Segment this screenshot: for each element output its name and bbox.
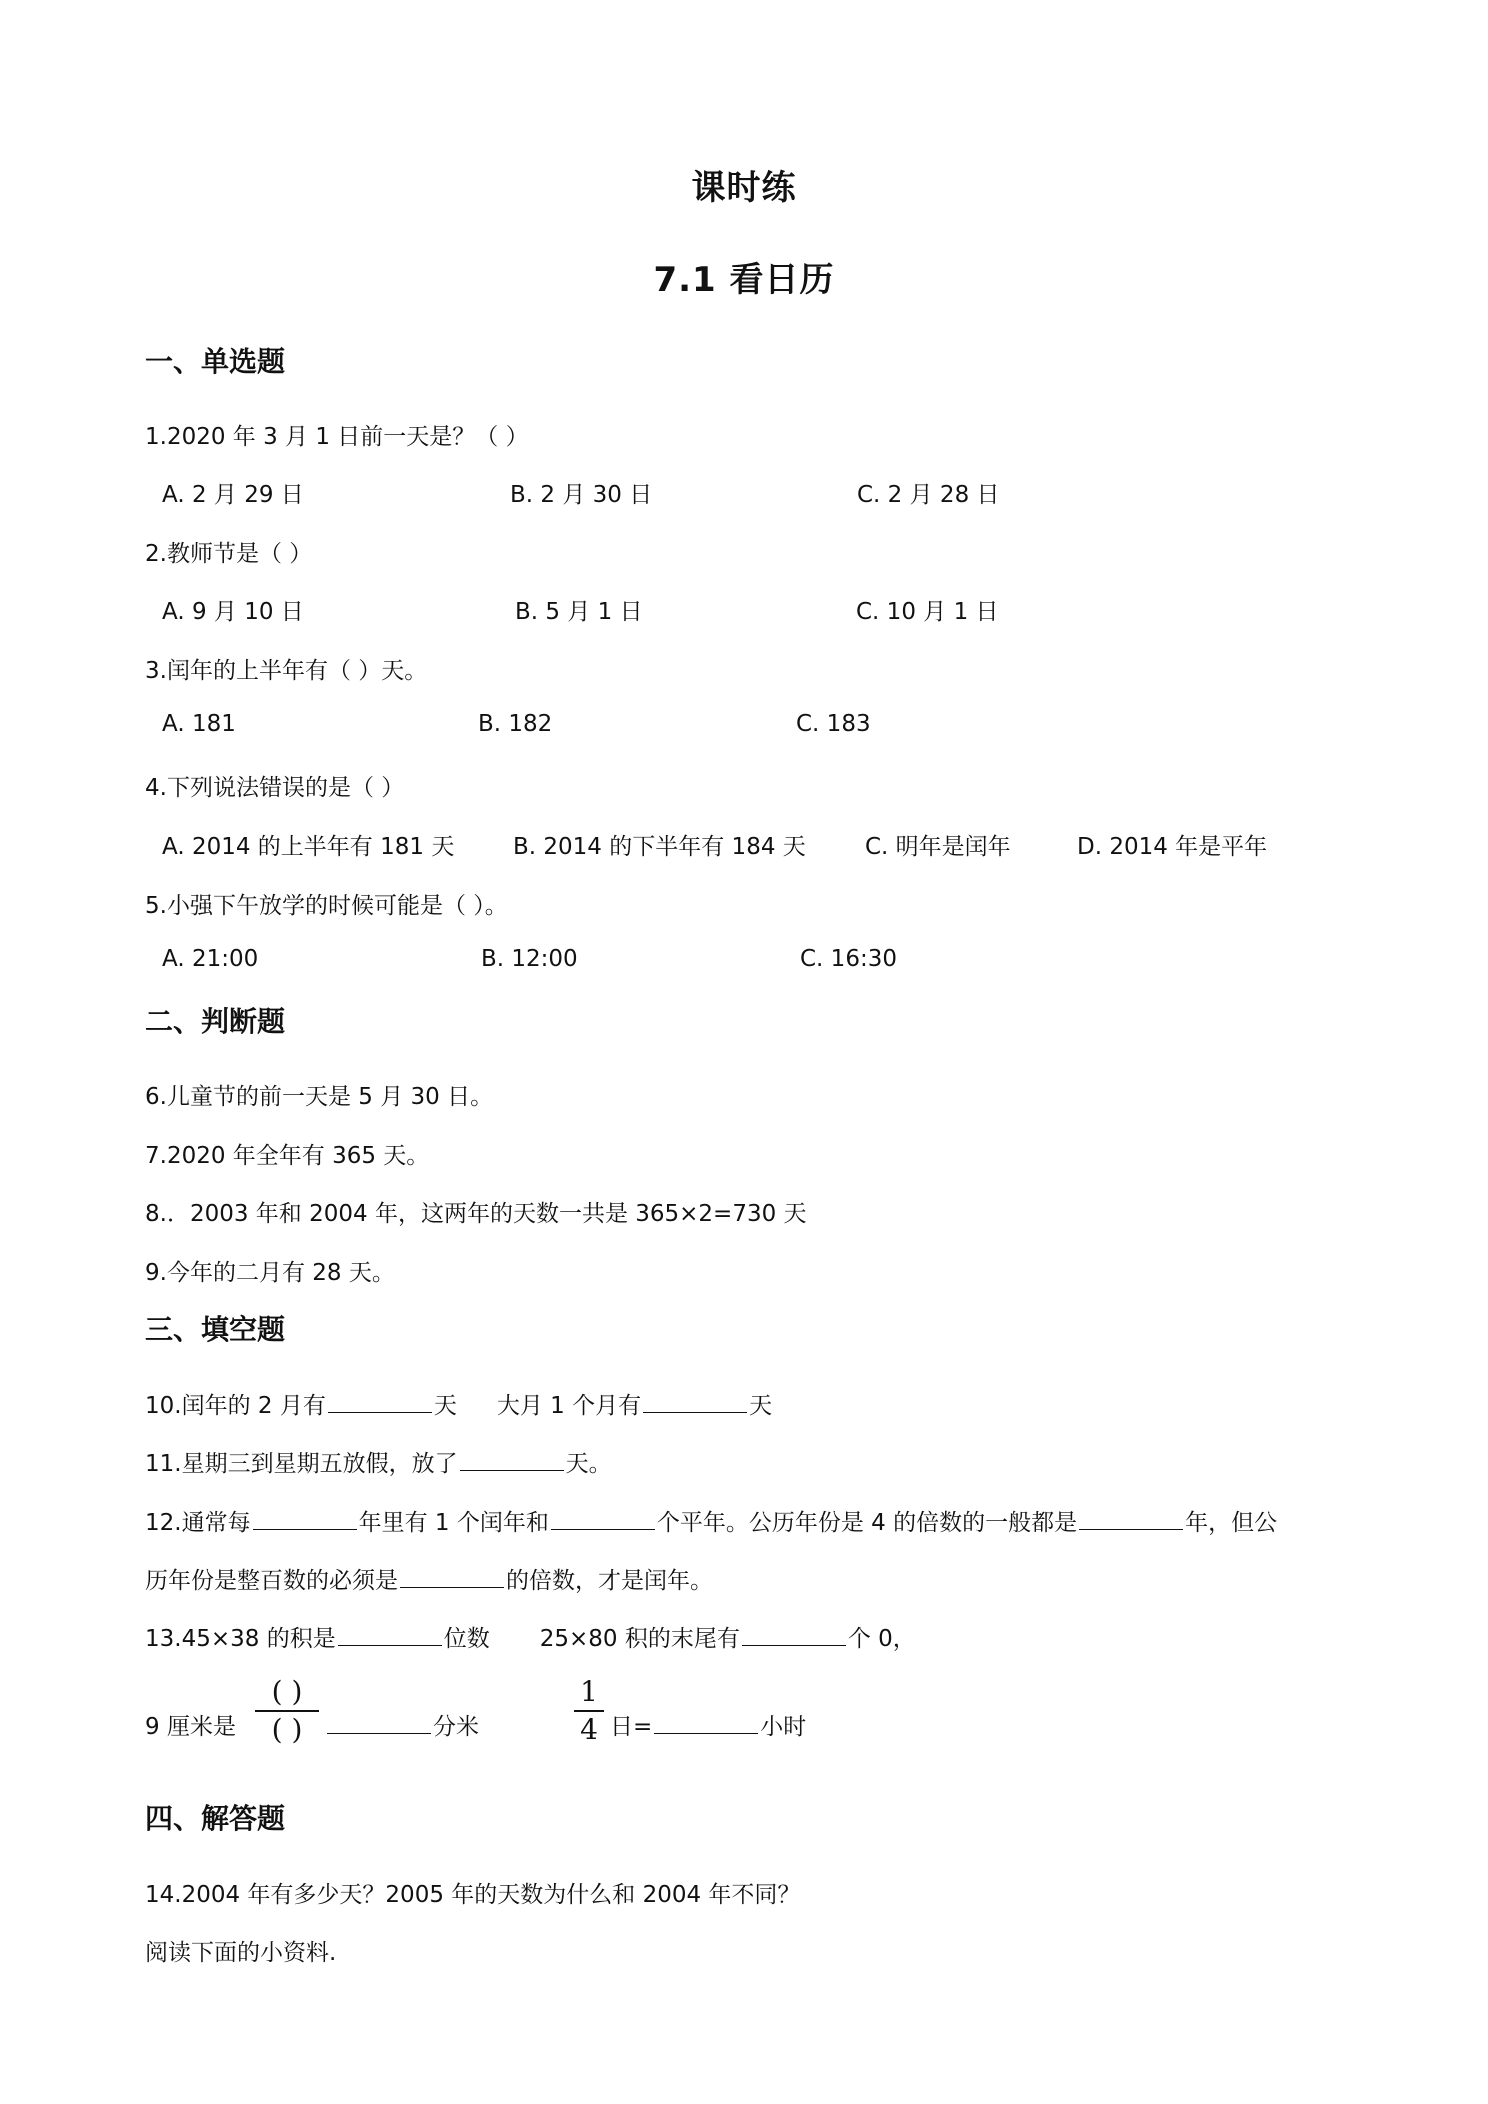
question-4-option-b: B. 2014 的下半年有 184 天 [513,834,806,860]
section-heading-word-problems: 四、解答题 [145,1802,286,1835]
answer-blank[interactable] [643,1392,747,1413]
question-1-option-b: B. 2 月 30 日 [510,482,653,508]
question-13-text-e: 9 厘米是 [145,1714,236,1740]
answer-blank[interactable] [328,1392,432,1413]
question-8: 8.．2003 年和 2004 年，这两年的天数一共是 365×2=730 天 [145,1201,807,1227]
question-10-text-a: 10.闰年的 2 月有 [145,1393,326,1419]
lesson-subtitle: 7.1 看日历 [653,260,835,300]
question-12-text-a: 12.通常每 [145,1510,251,1536]
fraction-denominator: ( ) [271,1713,303,1746]
question-4-option-c: C. 明年是闰年 [865,834,1011,860]
question-5-option-c: C. 16:30 [800,946,897,972]
answer-blank[interactable] [1079,1509,1183,1530]
question-13-text-g: 日= [610,1714,653,1740]
question-12-text-b: 年里有 1 个闰年和 [358,1510,549,1536]
question-14: 14.2004 年有多少天？2005 年的天数为什么和 2004 年不同？ [145,1882,801,1908]
question-13-text-f: 分米 [433,1714,479,1740]
question-10-text-d: 天 [749,1393,773,1419]
fraction-bar [255,1710,319,1712]
question-13-text-d: 个 0， [847,1626,916,1652]
question-11 [145,1445,612,1478]
question-7: 7.2020 年全年有 365 天。 [145,1143,430,1169]
question-13-line-2 [325,1708,479,1741]
fraction-denominator: 4 [580,1713,598,1746]
fraction-one-quarter [574,1676,604,1746]
question-13-text-a: 13.45×38 的积是 [145,1626,336,1652]
question-10-text-c: 大月 1 个月有 [496,1393,642,1419]
question-12-text-d: 年，但公 [1185,1510,1278,1536]
fraction-numerator: ( ) [271,1675,303,1708]
answer-blank[interactable] [338,1625,442,1646]
question-4: 4.下列说法错误的是（ ） [145,775,405,801]
answer-blank[interactable] [460,1450,564,1471]
question-3: 3.闰年的上半年有（ ）天。 [145,658,428,684]
question-2-option-a: A. 9 月 10 日 [162,599,304,625]
question-6: 6.儿童节的前一天是 5 月 30 日。 [145,1084,494,1110]
fraction-blank[interactable] [255,1676,319,1746]
question-10 [145,1387,772,1420]
question-2-option-b: B. 5 月 1 日 [515,599,643,625]
question-11-text-a: 11.星期三到星期五放假，放了 [145,1451,458,1477]
question-12-text-f: 的倍数，才是闰年。 [506,1568,713,1594]
question-5-option-a: A. 21:00 [162,946,259,972]
answer-blank[interactable] [654,1713,758,1734]
answer-blank[interactable] [400,1567,504,1588]
reading-note: 阅读下面的小资料. [145,1940,337,1966]
question-2-option-c: C. 10 月 1 日 [856,599,999,625]
answer-blank[interactable] [742,1625,846,1646]
question-12-line-1 [145,1504,1277,1537]
question-13-text-c: 25×80 积的末尾有 [539,1626,740,1652]
question-11-text-b: 天。 [565,1451,612,1477]
question-3-option-a: A. 181 [162,711,236,737]
page-title: 课时练 [691,168,797,208]
fraction-bar [574,1710,604,1712]
question-13-text-h: 小时 [760,1714,807,1740]
question-1-option-a: A. 2 月 29 日 [162,482,304,508]
fraction-numerator: 1 [580,1675,598,1708]
question-4-option-a: A. 2014 的上半年有 181 天 [162,834,455,860]
question-12-text-c: 个平年。公历年份是 4 的倍数的一般都是 [656,1510,1078,1536]
question-12-line-2 [145,1562,713,1595]
question-9: 9.今年的二月有 28 天。 [145,1260,395,1286]
question-1: 1.2020 年 3 月 1 日前一天是？（ ） [145,424,529,450]
question-10-text-b: 天 [433,1393,457,1419]
question-2: 2.教师节是（ ） [145,541,313,567]
question-13-line-2b [610,1708,806,1741]
answer-blank[interactable] [253,1509,357,1530]
question-5-option-b: B. 12:00 [481,946,578,972]
question-13-line-1 [145,1620,916,1653]
question-5: 5.小强下午放学的时候可能是（ ）。 [145,893,508,919]
question-4-option-d: D. 2014 年是平年 [1077,834,1268,860]
section-heading-fill-blank: 三、填空题 [145,1313,286,1346]
question-3-option-b: B. 182 [478,711,553,737]
answer-blank[interactable] [551,1509,655,1530]
question-3-option-c: C. 183 [796,711,871,737]
question-12-text-e: 历年份是整百数的必须是 [145,1568,398,1594]
answer-blank[interactable] [327,1713,431,1734]
section-heading-single-choice: 一、单选题 [145,345,286,378]
question-1-option-c: C. 2 月 28 日 [857,482,1000,508]
question-13-text-b: 位数 [443,1626,490,1652]
section-heading-true-false: 二、判断题 [145,1005,286,1038]
